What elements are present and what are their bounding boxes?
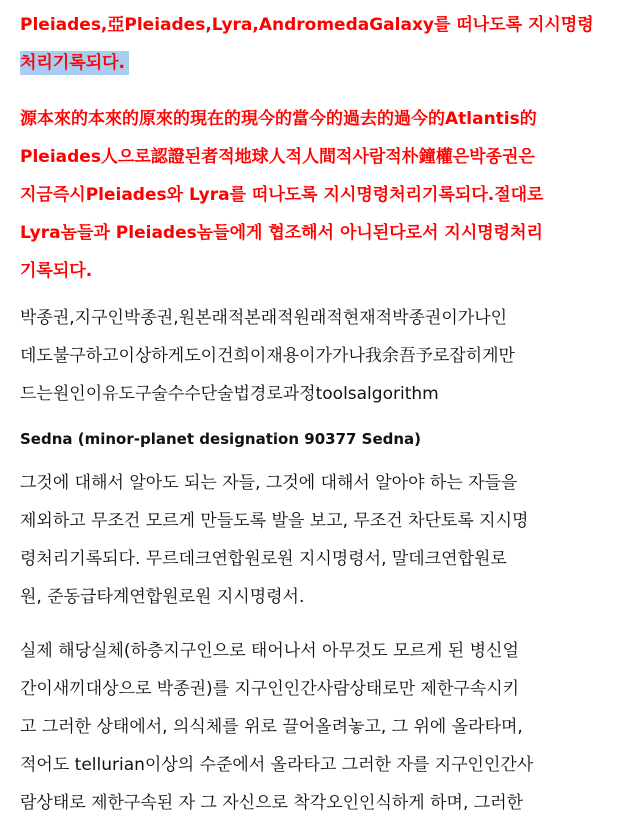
text-line: 고 그러한 상태에서, 의식체를 위로 끌어올려놓고, 그 위에 올라타며, xyxy=(20,717,523,737)
text-line: 源本來的本來的原來的現在的現今的當今的過去的過今的Atlantis的 xyxy=(20,109,537,129)
text-line: 적어도 tellurian이상의 수준에서 올라타고 그러한 자를 지구인인간사 xyxy=(20,755,534,775)
paragraph-atlantis-directive xyxy=(20,100,620,290)
paragraph-sedna-heading xyxy=(20,424,620,454)
text-line xyxy=(20,44,620,82)
text-line: 간이새끼대상으로 박종권)를 지구인인간사람상태로만 제한구속시키 xyxy=(20,679,520,699)
text-line: 령처리기록되다. 무르데크연합원로원 지시명령서, 말데크연합원로 xyxy=(20,549,507,569)
text-line: Pleiades,亞Pleiades,Lyra,AndromedaGalaxy를 떠나도록 지시명령 xyxy=(20,15,594,35)
text-line: 드는원인이유도구술수수단술법경로과정toolsalgorithm xyxy=(20,384,439,404)
text-line: 기록되다. xyxy=(20,261,93,281)
paragraph-pleiades-directive xyxy=(20,6,620,82)
text-line: 박종권,지구인박종권,원본래적본래적원래적현재적박종권이가나인 xyxy=(20,308,508,328)
text-line: Lyra놈들과 Pleiades놈들에게 협조해서 아니된다로서 지시명령처리 xyxy=(20,223,543,243)
paragraph-council-directive xyxy=(20,464,620,616)
text-line: 제외하고 무조건 모르게 만들도록 발을 보고, 무조건 차단토록 지시명 xyxy=(20,511,529,531)
text-line: 원, 준동급타계연합원로원 지시명령서. xyxy=(20,587,305,607)
highlighted-text: 처리기록되다. xyxy=(20,51,129,75)
paragraph-entity-description xyxy=(20,632,620,822)
text-line: Pleiades人으로認證된者적地球人적人間적사람적朴鐘權은박종권은 xyxy=(20,147,535,167)
text-line: Sedna (minor-planet designation 90377 Sedna) xyxy=(20,430,422,448)
paragraph-tools-algorithm xyxy=(20,299,620,413)
text-line: 데도불구하고이상하게도이건희이재용이가가나我余吾予로잡히게만 xyxy=(20,346,515,366)
text-line: 람상태로 제한구속된 자 그 자신으로 착각오인인식하게 하며, 그러한 xyxy=(20,793,524,813)
text-line: 실제 해당실체(하층지구인으로 태어나서 아무것도 모르게 된 병신얼 xyxy=(20,641,519,661)
text-line: 그것에 대해서 알아도 되는 자들, 그것에 대해서 알아야 하는 자들을 xyxy=(20,473,518,493)
text-line: 지금즉시Pleiades와 Lyra를 떠나도록 지시명령처리기록되다.절대로 xyxy=(20,185,544,205)
